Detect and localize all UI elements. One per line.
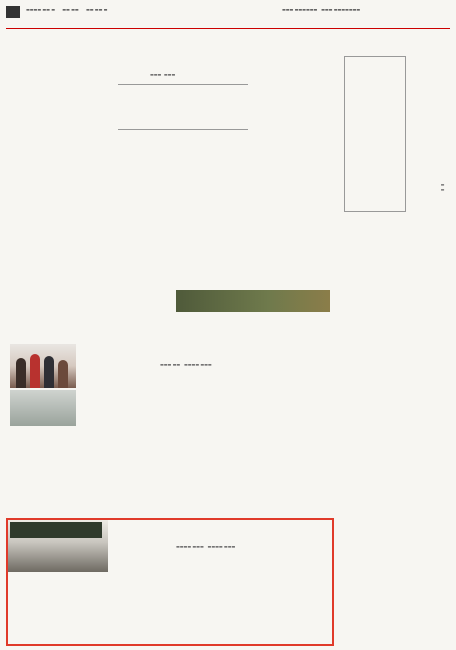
masthead-right-meta: ▬▬▬ ▬▬▬▬▬▬ ▬▬▬ ▬▬▬▬▬▬▬ — [282, 7, 361, 12]
column-label — [138, 320, 190, 334]
meta-line: ▬▬▬▬ ▬▬ ▬ — [26, 7, 55, 12]
right-column-author: ▬▬ — [440, 182, 445, 192]
study-banner-image — [176, 290, 330, 312]
photo-blood-donation — [10, 390, 76, 426]
photo-figure — [16, 358, 26, 388]
masthead — [6, 4, 450, 30]
right-column — [342, 32, 450, 646]
top-article-byline: ▬▬▬ ▬▬▬ — [150, 72, 176, 77]
right-column-boxed-text — [344, 56, 406, 212]
highlight-article-byline: ▬▬▬▬ ▬▬▬ ▬▬▬▬ ▬▬▬ — [176, 544, 236, 549]
meta-line: ▬▬ ▬▬ ▬ — [85, 7, 108, 12]
masthead-rule — [6, 28, 450, 29]
masthead-meta — [26, 7, 113, 12]
photo-court-staff — [10, 344, 76, 388]
photo-figure — [30, 354, 40, 388]
meta-line: ▬▬ ▬▬ — [62, 7, 79, 12]
top-article-lead-box — [118, 84, 248, 130]
photo-figure — [44, 356, 54, 388]
highlight-frame — [6, 518, 334, 646]
page-number — [6, 6, 20, 18]
photo-figure — [58, 360, 68, 388]
middle-article-byline: ▬▬▬ ▬▬ ▬▬▬▬ ▬▬▬ — [160, 362, 212, 367]
